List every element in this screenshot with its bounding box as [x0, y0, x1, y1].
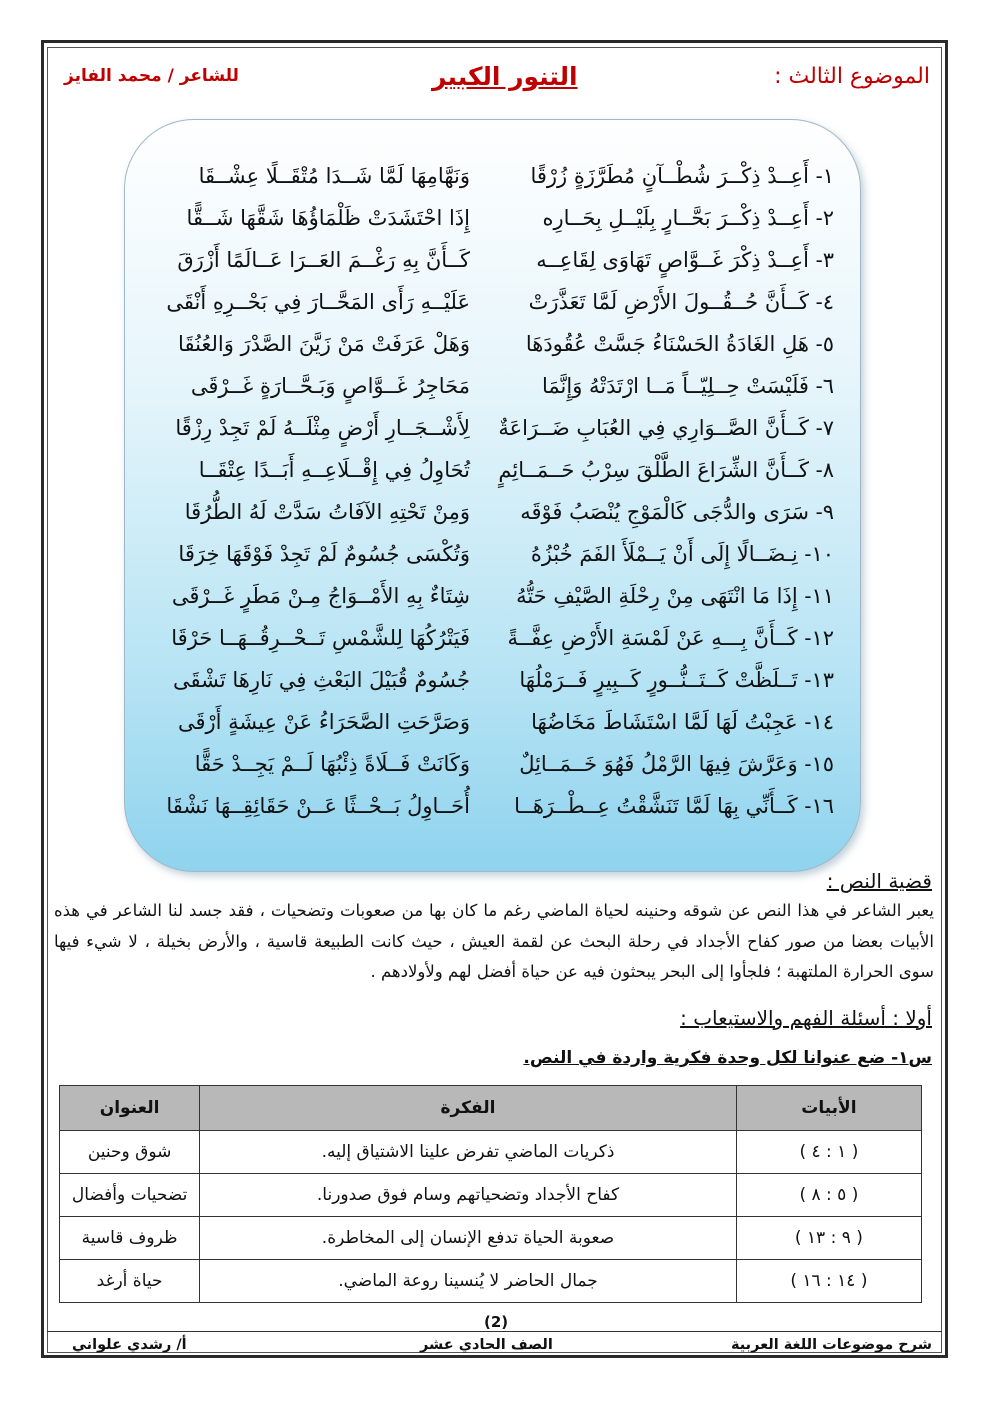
verse-left-5: وَهَلْ عَرَفَتْ مَنْ زَيَّنَ الصَّدْرَ وَالعُنُقَا	[178, 332, 470, 356]
question-1: س١- ضع عنوانا لكل وحدة فكرية واردة في النص.	[523, 1048, 932, 1068]
verse-left-9: وَمِنْ تَحْتِهِ الآفَاتُ سَدَّتْ لَهُ الطُّرُقَا	[184, 500, 470, 524]
header-verses: الأبيات	[736, 1086, 921, 1131]
verse-right-11: ١١- إِذَا مَا انْتَهَى مِنْ رِحْلَةِ الصَّيْفِ حَتُّهُ	[516, 584, 834, 608]
header-title: العنوان	[60, 1086, 200, 1131]
cell-title: تضحيات وأفضال	[60, 1174, 200, 1217]
footer-teacher: أ/ رشدي علواني	[72, 1337, 187, 1353]
verse-right-16: ١٦- كَــأَنِّي بِهَا لَمَّا تَنَشَّقْتُ عِــطْــرَهَــا	[514, 794, 834, 818]
verse-right-15: ١٥- وَعَرَّشَ فِيهَا الرَّمْلُ فَهُوَ خَــمَــائِلٌ	[519, 752, 834, 776]
topic-label: الموضوع الثالث :	[774, 64, 930, 89]
cell-verses: ( ٥ : ٨ )	[736, 1174, 921, 1217]
verse-right-7: ٧- كَــأَنَّ الصَّــوَارِي فِي العُبَابِ ضَــرَاعَةٌ	[498, 416, 834, 440]
verse-left-4: عَلَيْــهِ رَأَى المَحَّــارَ فِي بَحْــرِهِ أَنْقَى	[166, 290, 470, 314]
ideas-table	[59, 1085, 922, 1303]
table-header-row	[60, 1086, 922, 1131]
header-idea: الفكرة	[200, 1086, 737, 1131]
footer-grade: الصف الحادي عشر	[420, 1337, 553, 1353]
cell-idea: صعوبة الحياة تدفع الإنسان إلى المخاطرة.	[200, 1217, 737, 1260]
verse-left-8: تُحَاوِلُ فِي إِقْــلَاعِــهِ أَبَــدًا عِتْقَــا	[198, 458, 470, 482]
cell-idea: كفاح الأجداد وتضحياتهم وسام فوق صدورنا.	[200, 1174, 737, 1217]
verse-right-3: ٣- أَعِــدْ ذِكْرَ غَــوَّاصٍ تَهَاوَى لِقَاعِــه	[536, 248, 834, 272]
cell-idea: ذكريات الماضي تفرض علينا الاشتياق إليه.	[200, 1131, 737, 1174]
page-number: (2)	[484, 1313, 509, 1331]
verse-left-1: وَنَهَّامِهَا لَمَّا شَــدَا مُتْقَــلًا عِشْــقَا	[198, 164, 470, 188]
cell-verses: ( ١٤ : ١٦ )	[736, 1260, 921, 1303]
verse-left-6: مَحَاجِرُ غَــوَّاصٍ وَبَـحَّــارَةٍ غَــرْقَى	[190, 374, 470, 398]
verse-left-15: وَكَانَتْ فَــلَاةً ذِئْبُهَا لَــمْ يَجِــدْ حَقًّا	[194, 752, 470, 776]
poem-title: التنور الكبير	[432, 62, 578, 91]
verse-right-6: ٦- فَلَيْسَتْ حِــلِيّــاً مَــا ارْتَدَتْهُ وَإِنَّمَا	[542, 374, 834, 398]
verse-right-5: ٥- هَلِ الغَادَةُ الحَسْنَاءُ جَسَّتْ عُقُودَهَا	[525, 332, 834, 356]
table-row	[60, 1217, 922, 1260]
table-row	[60, 1174, 922, 1217]
footer-divider	[47, 1331, 942, 1332]
table-row	[60, 1131, 922, 1174]
verse-left-13: جُسُومٌ قُبَيْلَ البَعْثِ فِي نَارِهَا تَشْقَى	[173, 668, 470, 692]
verse-left-11: شِتَاءٌ بِهِ الأَمْــوَاجُ مِـنْ مَطَرٍ غَــرْقَى	[171, 584, 470, 608]
issue-heading: قضية النص :	[826, 869, 932, 893]
table-row	[60, 1260, 922, 1303]
verse-right-4: ٤- كَــأَنَّ حُــقُــولَ الأَرْضِ لَمَّا تَعَذَّرَتْ	[528, 290, 834, 314]
cell-verses: ( ١ : ٤ )	[736, 1131, 921, 1174]
cell-verses: ( ٩ : ١٣ )	[736, 1217, 921, 1260]
verse-left-2: إِذَا احْتَشَدَتْ ظَلْمَاؤُهَا شَقَّهَا شَــقًّا	[186, 206, 470, 230]
verse-left-12: فَيَتْرُكُهَا لِلشَّمْسِ تَــحْــرِقُــهَــا حَرْقَا	[171, 626, 470, 650]
verse-left-7: لِأَشْــجَــارِ أَرْضٍ مِثْلَــهُ لَمْ تَجِدْ رِزْقًا	[175, 416, 470, 440]
footer-subject: شرح موضوعات اللغة العربية	[730, 1337, 932, 1353]
verse-right-9: ٩- سَرَى والدُّجَى كَالْمَوْجِ يُنْصَبُ فَوْقَه	[520, 500, 834, 524]
verse-right-14: ١٤- عَجِبْتُ لَهَا لَمَّا اسْتَشَاطَ مَخَاضُهَا	[531, 710, 834, 734]
verse-right-8: ٨- كَــأَنَّ الشِّرَاعَ الطَّلْقَ سِرْبُ حَــمَــائِمٍ	[498, 458, 834, 482]
verse-left-16: أُحَــاوِلُ بَــحْــثًا عَــنْ حَقَائِقِــهَا نَشْقَا	[166, 794, 470, 818]
questions-heading: أولا : أسئلة الفهم والاستيعاب :	[680, 1006, 932, 1030]
cell-title: شوق وحنين	[60, 1131, 200, 1174]
verse-left-3: كَــأَنَّ بِهِ رَغْــمَ العَــرَا عَــالَمًا أَزْرَقَ	[177, 248, 470, 272]
issue-paragraph: يعبر الشاعر في هذا النص عن شوقه وحنينه لحياة الماضي رغم ما كان بها من صعوبات وتضحيات ، فقد جسد لنا الشاعر في هذه الأبيات بعضا من صور كفاح الأجداد في رحلة البحث عن لقمة العيش ، حيث كانت الطبيعة قاسية ، والأرض بخيلة ، لا شيء فيها سوى الحرارة الملتهبة ؛ فلجأوا إلى البحر يبحثون فيه عن حياة أفضل لهم ولأولادهم .	[54, 901, 934, 981]
verse-right-13: ١٣- تَــلَظَّتْ كَــتَــنُّــورٍ كَــبِيرٍ فَــرَمْلُهَا	[519, 668, 834, 692]
verse-right-10: ١٠- نِـضَــالًا إِلَى أَنْ يَــمْلَأَ الفَمَ خُبْزُهُ	[530, 542, 834, 566]
verse-right-12: ١٢- كَــأَنَّ بِـــهِ عَنْ لَمْسَةِ الأَرْضِ عِفَّــةً	[507, 626, 834, 650]
verse-right-2: ٢- أَعِــدْ ذِكْــرَ بَحَّــارٍ بِلَيْــلِ بِحَــارِه	[542, 206, 834, 230]
verse-left-10: وَتُكْسَى جُسُومٌ لَمْ تَجِدْ فَوْقَهَا خِرَقَا	[178, 542, 470, 566]
cell-idea: جمال الحاضر لا يُنسينا روعة الماضي.	[200, 1260, 737, 1303]
cell-title: حياة أرغد	[60, 1260, 200, 1303]
poet-name: للشاعر / محمد الفايز	[64, 66, 239, 86]
cell-title: ظروف قاسية	[60, 1217, 200, 1260]
verse-left-14: وَصَرَّحَتِ الصَّحَرَاءُ عَنْ عِيشَةٍ أَرْقَى	[177, 710, 470, 734]
verse-right-1: ١- أَعِــدْ ذِكْــرَ شُطْــآنٍ مُطَرَّزَةٍ زُرْقًا	[530, 164, 834, 188]
